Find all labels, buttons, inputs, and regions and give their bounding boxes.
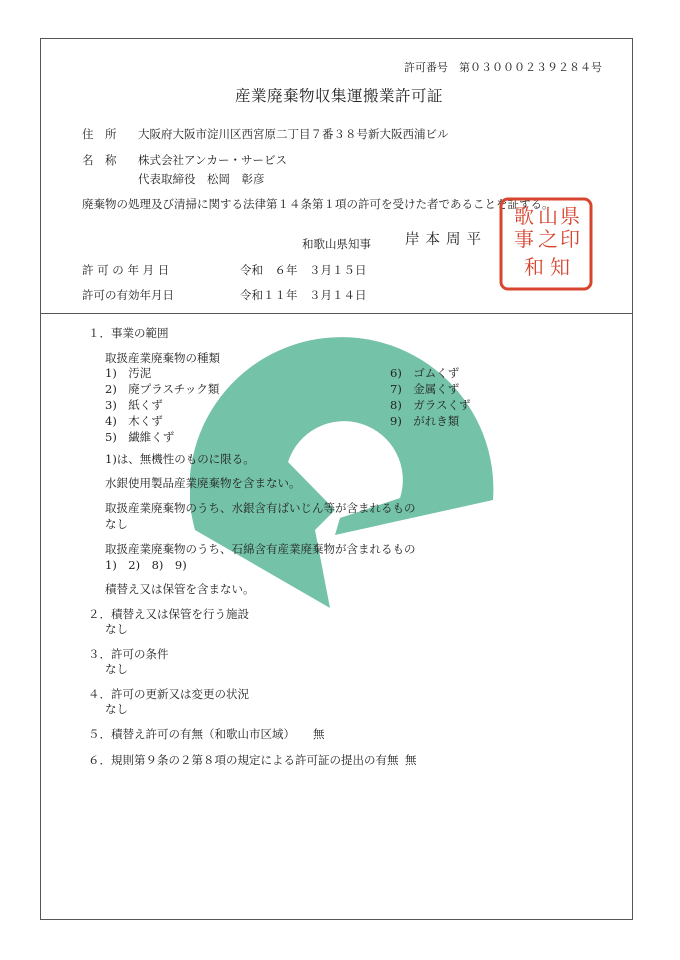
seal-char: 山 <box>538 204 558 228</box>
seal-char: 知 <box>550 255 570 279</box>
permit-number: 許可番号 第０３０００２３９２８４号 <box>404 61 602 74</box>
address-value: 大阪府大阪市淀川区西宮原二丁目７番３８号新大阪西浦ビル <box>138 127 449 141</box>
address-label: 住 所 <box>82 127 117 141</box>
name-label: 名 称 <box>82 153 117 167</box>
waste-item: 7) 金属くず <box>390 382 460 396</box>
section-4-value: なし <box>105 702 128 716</box>
section-1-heading: １．事業の範囲 <box>88 326 169 340</box>
waste-item: 8) ガラスくず <box>390 398 471 412</box>
seal-char: 和 <box>524 255 544 279</box>
expiry-date-label: 許可の有効年月日 <box>82 288 174 302</box>
section-6-heading: ６．規則第９条の２第８項の規定による許可証の提出の有無 <box>88 753 399 767</box>
seal-char: 県 <box>560 204 580 228</box>
waste-item: 9) がれき類 <box>390 414 460 428</box>
company-name: 株式会社アンカー・サービス <box>138 153 288 167</box>
note-inorganic: 1)は、無機性のものに限る。 <box>105 452 255 466</box>
section-3-value: なし <box>105 662 128 676</box>
section-divider <box>40 313 633 314</box>
section-2-value: なし <box>105 622 128 636</box>
section-5-value: 無 <box>313 727 325 741</box>
seal-char: 之 <box>538 227 558 251</box>
waste-types-heading: 取扱産業廃棄物の種類 <box>105 351 220 365</box>
seal-char: 印 <box>560 227 580 251</box>
seal-char: 歌 <box>514 204 534 228</box>
waste-item: 3) 紙くず <box>105 398 163 412</box>
document-title: 産業廃棄物収集運搬業許可証 <box>235 87 444 105</box>
note-asbestos: 取扱産業廃棄物のうち、石綿含有産業廃棄物が含まれるもの <box>105 542 416 556</box>
note-mercury-dust: 取扱産業廃棄物のうち、水銀含有ばいじん等が含まれるもの <box>105 501 416 515</box>
waste-item: 1) 汚泥 <box>105 366 152 380</box>
note-no-storage: 積替え又は保管を含まない。 <box>105 582 255 596</box>
governor-name: 岸本周平 <box>405 232 487 248</box>
section-4-heading: ４．許可の更新又は変更の状況 <box>88 687 249 701</box>
section-2-heading: ２．積替え又は保管を行う施設 <box>88 607 249 621</box>
issued-date-value: 令和 ６年 ３月１５日 <box>240 263 367 277</box>
waste-item: 4) 木くず <box>105 414 163 428</box>
note-asbestos-value: 1) 2) 8) 9) <box>105 558 187 572</box>
governor-title: 和歌山県知事 <box>302 237 371 251</box>
waste-item: 6) ゴムくず <box>390 366 460 380</box>
certification-text: 廃棄物の処理及び清掃に関する法律第１４条第１項の許可を受けた者であることを証する。 <box>82 197 554 211</box>
section-6-value: 無 <box>405 753 417 767</box>
section-3-heading: ３．許可の条件 <box>88 647 169 661</box>
expiry-date-value: 令和１１年 ３月１４日 <box>240 288 367 302</box>
seal-char: 事 <box>514 227 534 251</box>
issued-date-label: 許 可 の 年 月 日 <box>82 263 170 277</box>
note-mercury-dust-value: なし <box>105 517 128 531</box>
prefecture-emblem-watermark <box>190 320 510 620</box>
note-mercury-products: 水銀使用製品産業廃棄物を含まない。 <box>105 476 301 490</box>
waste-item: 2) 廃プラスチック類 <box>105 382 220 396</box>
representative: 代表取締役 松岡 彰彦 <box>138 172 265 186</box>
governor-seal <box>498 196 594 292</box>
waste-item: 5) 繊維くず <box>105 430 175 444</box>
section-5-heading: ５．積替え許可の有無（和歌山市区域） <box>88 727 295 741</box>
